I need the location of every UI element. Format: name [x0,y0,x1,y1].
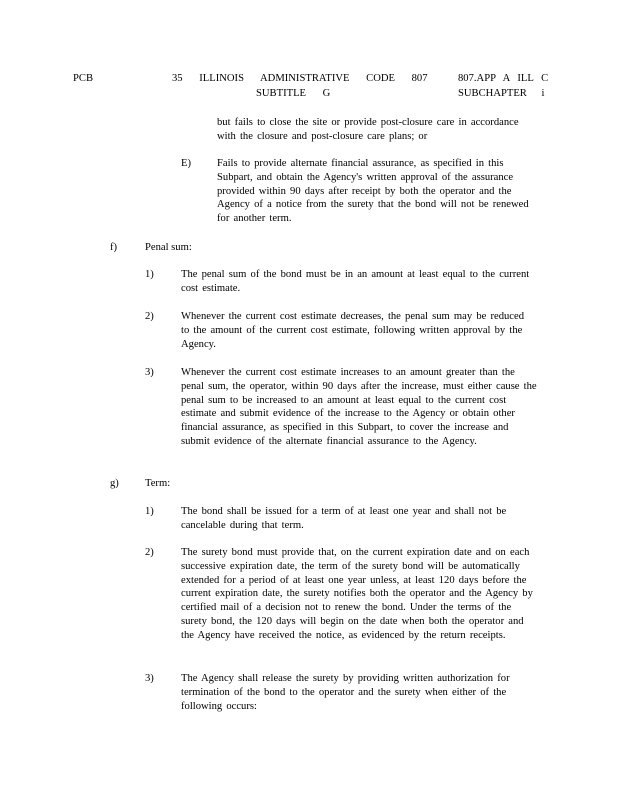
header-section: 807.APP A ILL C [458,73,549,84]
section-f-heading: Penal sum: [145,242,192,253]
item-e-text: Fails to provide alternate financial assurance, as specified in this Subpart, and obtain the Agency's written approval of the assurance provided within 90 days after receipt by both the operator and the Agency of a notice from the surety that the bond will not be renewed for another term. [217,158,529,225]
g-item-2-marker: 2) [145,547,154,558]
g-item-3-marker: 3) [145,673,154,684]
f-item-1-marker: 1) [145,269,154,280]
g-item-1-text: The bond shall be issued for a term of at least one year and shall not be cancelable during that term. [181,506,507,531]
section-f-marker: f) [110,242,118,253]
f-item-1-text: The penal sum of the bond must be in an amount at least equal to the current cost estimate. [181,269,530,294]
g-item-1-marker: 1) [145,506,154,517]
f-item-3-text: Whenever the current cost estimate increases to an amount greater than the penal sum, the operator, within 90 days after the increase, must either cause the penal sum to be increased to an amount at least equal to the current cost estimate and submit evidence of the increase to the Agency or obtain other financial assurance, as specified in this Subpart, to cover the increase and submit evidence of the alternate financial assurance to the Agency. [181,367,537,447]
f-item-2-marker: 2) [145,311,154,322]
f-item-3-marker: 3) [145,367,154,378]
header-agency: PCB [73,73,94,84]
section-g-heading: Term: [145,478,171,489]
g-item-3-text: The Agency shall release the surety by providing written authorization for termination of the bond to the operator and the surety when either of the following occurs: [181,673,510,712]
header-title: 35 ILLINOIS ADMINISTRATIVE CODE 807 [172,73,428,84]
header-subtitle: SUBTITLE G [256,88,331,99]
continuation-paragraph: but fails to close the site or provide post-closure care in accordance with the closure and post-closure care plans; or [217,117,519,142]
g-item-2-text: The surety bond must provide that, on the current expiration date and on each successive expiration date, the term of the surety bond will be automatically extended for a period of at least one year unless, at least 120 days before the current expiration date, the surety notifies both the operator and the Agency by certified mail of a decision not to renew the bond. Under the terms of the surety bond, the 120 days will begin on the date when both the operator and the Agency have received the notice, as evidenced by the return receipts. [181,547,533,641]
item-e-marker: E) [181,158,191,169]
header-subchapter: SUBCHAPTER i [458,88,545,99]
f-item-2-text: Whenever the current cost estimate decreases, the penal sum may be reduced to the amount of the current cost estimate, following written approval by the Agency. [181,311,524,350]
section-g-marker: g) [110,478,119,489]
